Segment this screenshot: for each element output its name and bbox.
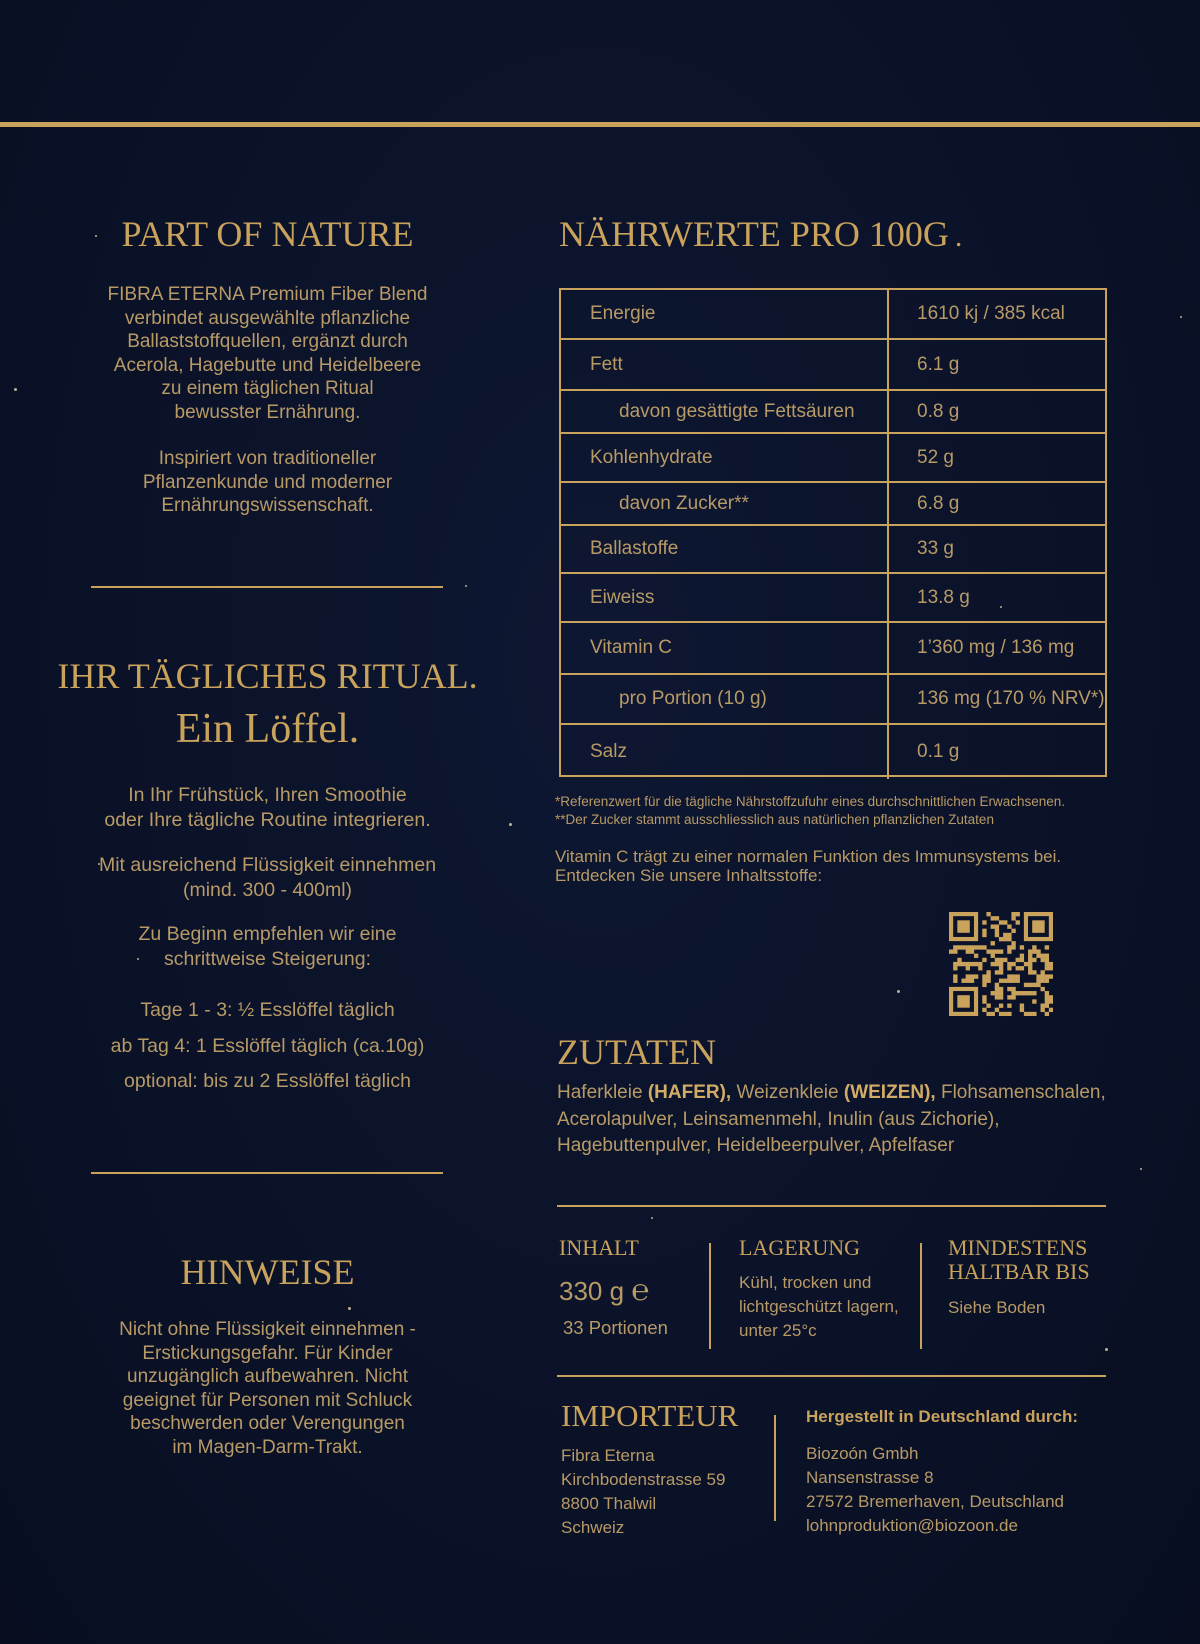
nutrition-value: 13.8 g: [917, 586, 970, 608]
nutrition-label: davon gesättigte Fettsäuren: [619, 400, 855, 422]
manufacturer-address: [806, 1442, 1064, 1538]
nutrition-value: 6.1 g: [917, 353, 960, 375]
importer-address: [561, 1444, 725, 1540]
ritual-p2-line: Mit ausreichend Flüssigkeit einnehmen: [98, 854, 437, 876]
nutrition-label: Energie: [590, 303, 656, 324]
nutrition-row: [561, 725, 1105, 779]
ingredients-title: ZUTATEN: [557, 1032, 717, 1072]
importer-address-line: 8800 Thalwil: [561, 1494, 657, 1513]
nutrition-title-text: NÄHRWERTE PRO 100G: [559, 214, 949, 254]
ritual-p1-line: In Ihr Frühstück, Ihren Smoothie: [128, 784, 407, 806]
part-of-nature-line: Ballaststoffquellen, ergänzt durch: [127, 331, 408, 352]
left-divider-1: [91, 586, 443, 588]
lagerung-line: Kühl, trocken und: [739, 1273, 872, 1292]
part-of-nature-2-line: Pflanzenkunde und moderner: [142, 471, 393, 493]
nutrition-label: Eiweiss: [590, 586, 655, 608]
part-of-nature-2-line: Ernährungswissenschaft.: [161, 495, 374, 516]
ritual-paragraph-3: [0, 922, 535, 972]
allergen-hafer: (HAFER),: [647, 1082, 732, 1103]
nutrition-row: [561, 675, 1105, 725]
nutrition-value: 1610 kj / 385 kcal: [917, 303, 1065, 324]
nutrition-table: [559, 288, 1107, 777]
star-decoration: [897, 990, 900, 993]
part-of-nature-line: bewusster Ernährung.: [174, 401, 361, 423]
footnote-sugar: **Der Zucker stammt ausschliesslich aus natürlichen pflanzlichen Zutaten: [555, 812, 994, 827]
ritual-step-line: optional: bis zu 2 Esslöffel täglich: [124, 1070, 411, 1092]
nutrition-column-divider: [887, 434, 889, 481]
part-of-nature-line: FIBRA ETERNA Premium Fiber Blend: [107, 284, 428, 305]
hinweise-title: HINWEISE: [180, 1252, 355, 1292]
nutrition-column-divider: [887, 526, 889, 572]
info-separator-2: [920, 1243, 922, 1349]
nutrition-row: [561, 623, 1105, 675]
top-divider: [0, 122, 1200, 127]
nutrition-row: [561, 290, 1105, 340]
hinweise-line: im Magen-Darm-Trakt.: [172, 1436, 363, 1458]
ritual-title: IHR TÄGLICHES RITUAL.: [57, 656, 478, 696]
nutrition-label: Fett: [590, 353, 623, 375]
star-decoration: [465, 585, 467, 587]
ritual-step-line: Tage 1 - 3: ½ Esslöffel täglich: [140, 999, 395, 1021]
discover-note: Entdecken Sie unsere Inhaltsstoffe:: [555, 866, 823, 885]
ingredients-line-2: Acerolapulver, Leinsamenmehl, Inulin (aus Zichorie),: [557, 1108, 1000, 1130]
ritual-p3-line: Zu Beginn empfehlen wir eine: [138, 923, 397, 945]
ritual-subtitle: Ein Löffel.: [175, 706, 360, 752]
mhd-title-line: HALTBAR BIS: [948, 1259, 1090, 1284]
ritual-step-line: ab Tag 4: 1 Esslöffel täglich (ca.10g): [110, 1034, 425, 1057]
vitamin-note: Vitamin C trägt zu einer normalen Funktion des Immunsystems bei.: [555, 847, 1062, 866]
star-decoration: [348, 1307, 351, 1310]
nutrition-row: [561, 574, 1105, 623]
nutrition-row: [561, 340, 1105, 391]
importer-address-line: Schweiz: [561, 1518, 625, 1537]
importer-address-line: Kirchbodenstrasse 59: [561, 1470, 726, 1489]
nutrition-row: [561, 483, 1105, 526]
nutrition-row: [561, 391, 1105, 434]
nutrition-value: 6.8 g: [917, 492, 960, 514]
nutrition-label: Kohlenhydrate: [590, 446, 713, 468]
hinweise-line: Nicht ohne Flüssigkeit einnehmen -: [119, 1319, 416, 1340]
ritual-steps: [0, 993, 535, 1100]
inhalt-title: INHALT: [559, 1235, 639, 1260]
hinweise-text: [0, 1318, 535, 1459]
ingredients-text: [557, 1080, 1106, 1160]
ingredients-line-1: Haferkleie (HAFER), Weizenkleie (WEIZEN), Flohsamenschalen,: [557, 1082, 1106, 1103]
left-divider-2: [91, 1172, 443, 1174]
lagerung-line: lichtgeschützt lagern,: [739, 1297, 899, 1316]
nutrition-label: davon Zucker**: [619, 492, 749, 514]
part-of-nature-line: verbindet ausgewählte pflanzliche: [124, 307, 411, 329]
ritual-p3-line: schrittweise Steigerung:: [163, 948, 372, 970]
inhalt-portions: 33 Portionen: [563, 1317, 668, 1338]
part-of-nature-2-line: Inspiriert von traditioneller: [158, 448, 377, 469]
star-decoration: [1105, 1348, 1108, 1351]
hinweise-line: Erstickungsgefahr. Für Kinder: [142, 1342, 393, 1364]
nutrition-label: Vitamin C: [590, 637, 673, 658]
part-of-nature-text-2: [0, 447, 535, 518]
nutrition-label: Ballastoffe: [590, 538, 679, 559]
importer-title: IMPORTEUR: [561, 1398, 739, 1433]
hinweise-line: geeignet für Personen mit Schluck: [122, 1389, 413, 1411]
info-separator-1: [709, 1243, 711, 1349]
manufacturer-address-line: Nansenstrasse 8: [806, 1468, 934, 1487]
qr-code-icon[interactable]: [949, 912, 1053, 1016]
nutrition-value: 52 g: [917, 446, 954, 468]
nutrition-label: Salz: [590, 741, 627, 762]
nutrition-title-dot: .: [954, 220, 963, 253]
part-of-nature-line: Acerola, Hagebutte und Heidelbeere: [113, 354, 422, 376]
allergen-weizen: (WEIZEN),: [843, 1082, 936, 1103]
nutrition-value: 33 g: [917, 538, 954, 559]
manufacturer-address-line: 27572 Bremerhaven, Deutschland: [806, 1492, 1064, 1511]
nutrition-label: pro Portion (10 g): [619, 688, 767, 709]
manufacturer-title: Hergestellt in Deutschland durch:: [806, 1407, 1079, 1426]
right-divider-1: [557, 1205, 1106, 1207]
importer-address-line: Fibra Eterna: [561, 1446, 655, 1465]
ritual-p2-line: (mind. 300 - 400ml): [182, 879, 353, 901]
nutrition-column-divider: [887, 574, 889, 621]
ingredients-line-3: Hagebuttenpulver, Heidelbeerpulver, Apfelfaser: [557, 1135, 955, 1156]
lagerung-line: unter 25°c: [739, 1321, 817, 1340]
nutrition-row: [561, 434, 1105, 483]
ritual-paragraph-1: [0, 783, 535, 833]
nutrition-title: [559, 212, 962, 259]
star-decoration: [1180, 316, 1182, 318]
lagerung-text: [739, 1271, 899, 1343]
star-decoration: [651, 1217, 653, 1219]
part-of-nature-title: PART OF NATURE: [121, 214, 414, 254]
importer-separator: [774, 1415, 776, 1521]
nutrition-column-divider: [887, 340, 889, 389]
star-decoration: [1140, 1168, 1142, 1170]
right-divider-2: [557, 1375, 1106, 1377]
part-of-nature-text: [0, 283, 535, 424]
nutrition-column-divider: [887, 483, 889, 524]
part-of-nature-line: zu einem täglichen Ritual: [161, 378, 374, 399]
nutrition-column-divider: [887, 675, 889, 723]
hinweise-line: beschwerden oder Verengungen: [130, 1413, 405, 1434]
mhd-title-line: MINDESTENS: [948, 1235, 1088, 1260]
nutrition-value: 1’360 mg / 136 mg: [917, 637, 1075, 658]
manufacturer-address-line: lohnproduktion@biozoon.de: [806, 1516, 1018, 1535]
ritual-p1-line: oder Ihre tägliche Routine integrieren.: [104, 809, 431, 831]
nutrition-column-divider: [887, 391, 889, 432]
nutrition-column-divider: [887, 623, 889, 673]
nutrition-row: [561, 526, 1105, 574]
footnote-nrv: *Referenzwert für die tägliche Nährstoffzufuhr eines durchschnittlichen Erwachsenen.: [555, 794, 1066, 809]
nutrition-value: 136 mg (170 % NRV*): [917, 688, 1105, 709]
ritual-paragraph-2: [0, 853, 535, 903]
mhd-title: [948, 1236, 1090, 1284]
nutrition-value: 0.1 g: [917, 741, 960, 762]
hinweise-line: unzugänglich aufbewahren. Nicht: [127, 1366, 408, 1387]
manufacturer-address-line: Biozoón Gmbh: [806, 1444, 919, 1463]
lagerung-title: LAGERUNG: [739, 1235, 860, 1260]
nutrition-value: 0.8 g: [917, 400, 960, 422]
mhd-text: Siehe Boden: [948, 1298, 1046, 1317]
estimated-sign-icon: ℮: [631, 1274, 650, 1307]
nutrition-column-divider: [887, 290, 889, 338]
inhalt-value: 330 g ℮: [559, 1274, 650, 1307]
nutrition-column-divider: [887, 725, 889, 779]
